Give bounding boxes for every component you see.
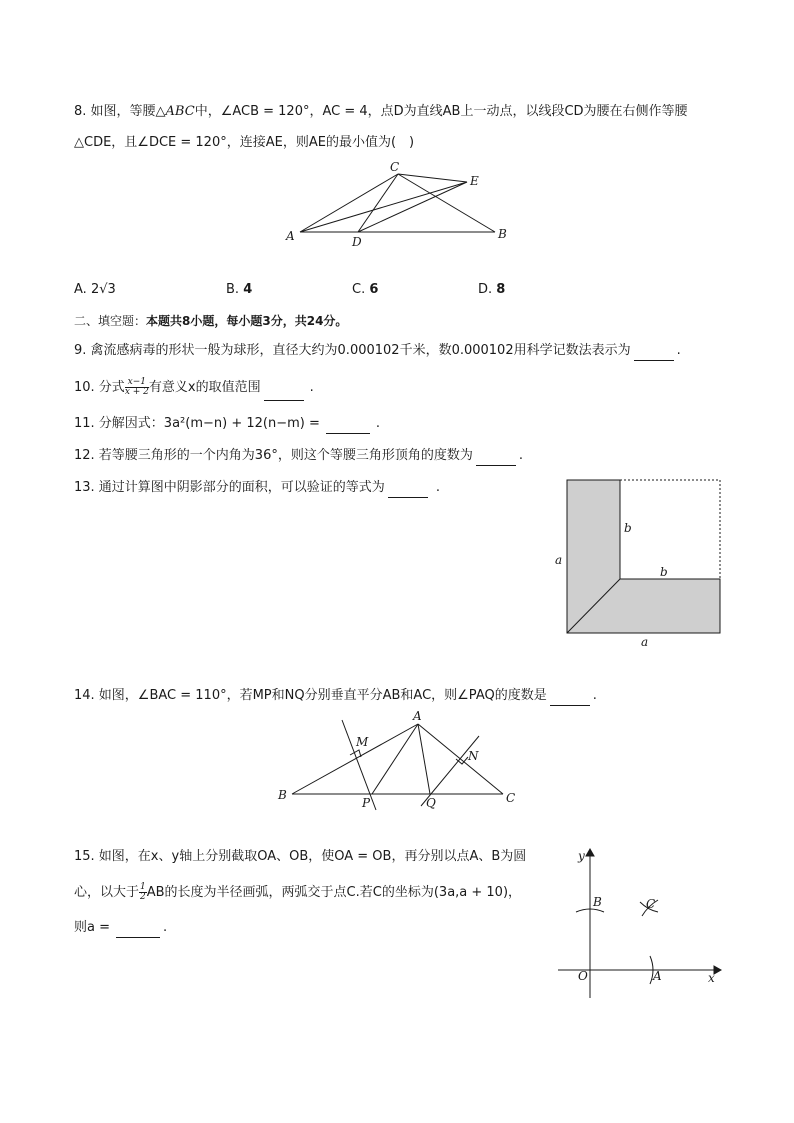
q9-text: 9. 禽流感病毒的形状一般为球形，直径大约为0.000102千米，数0.000102用科学记数法表示为 (74, 343, 631, 358)
q8-line1 (74, 102, 688, 122)
q15-end: . (163, 920, 168, 935)
q8-option-a[interactable] (74, 280, 116, 300)
q14-label-c: C (506, 791, 516, 805)
q13-label-a-left: a (555, 553, 563, 567)
q15-x-axis-arrow (714, 966, 721, 974)
q15-half-denominator: 2 (140, 892, 146, 902)
q8-option-c[interactable] (352, 280, 378, 300)
q15-label-x: x (708, 971, 715, 985)
q10-text: 有意义x的取值范围 (148, 380, 261, 395)
q14-label-p: P (362, 796, 371, 810)
q8-option-b-value: 4 (243, 282, 253, 297)
q10-prefix: 10. 分式 (74, 380, 125, 395)
q15-line1: 15. 如图，在x、y轴上分别截取OA、OB，使OA = OB，再分别以点A、B为圆 (74, 849, 527, 864)
q15-figure (548, 842, 728, 1002)
q13-end: . (435, 480, 440, 495)
q8-segment-de (358, 182, 467, 232)
q13-answer-blank[interactable] (388, 483, 428, 498)
q14-text: 14. 如图，∠BAC = 110°，若MP和NQ分别垂直平分AB和AC，则∠PAQ的度数是 (74, 688, 547, 703)
q10-answer-blank[interactable] (264, 386, 304, 401)
q8-line2: △CDE，且∠DCE = 120°，连接AE，则AE的最小值为( ) (74, 135, 415, 150)
q12 (74, 446, 523, 466)
q13-dashed-outline (620, 480, 720, 579)
q12-answer-blank[interactable] (476, 451, 516, 466)
q8-label-b: B (498, 227, 507, 241)
q14-end: . (592, 688, 597, 703)
q14-segment-aq (418, 724, 430, 794)
q13-label-a-bottom: a (641, 635, 649, 649)
q12-text: 12. 若等腰三角形的一个内角为36°，则这个等腰三角形顶角的度数为 (74, 448, 473, 463)
q15-label-o: O (578, 969, 588, 983)
q14-answer-blank[interactable] (550, 691, 590, 706)
q8-label-a: A (286, 229, 295, 243)
q11-text: 11. 分解因式：3a²(m−n) + 12(n−m) = (74, 416, 320, 431)
q13-label-b-top: b (624, 521, 632, 535)
q10-fraction (125, 378, 149, 397)
section2-description: 本题共8小题，每小题3分，共24分。 (146, 314, 348, 328)
q8-label-c: C (390, 160, 400, 174)
q8-option-c-value: 6 (369, 282, 379, 297)
q10-end: . (309, 380, 314, 395)
q8-option-c-key: C. (352, 282, 370, 297)
q14-label-q: Q (426, 796, 436, 810)
q9-answer-blank[interactable] (634, 346, 674, 361)
q15-label-y: y (578, 849, 585, 863)
q15-line2-rest: AB的长度为半径画弧，两弧交于点C.若C的坐标为(3a,a + 10)， (146, 885, 522, 900)
q14-label-a: A (413, 709, 422, 723)
q15-line2 (74, 880, 521, 906)
q8-option-d[interactable] (478, 280, 505, 300)
q15-half-fraction (139, 883, 147, 902)
q8-segment-ae (300, 182, 467, 232)
q14-segment-ab (292, 724, 418, 794)
q13-label-b-middle: b (660, 565, 668, 579)
q8-label-d: D (352, 235, 362, 249)
q14-label-b: B (278, 788, 287, 802)
q8-label-e: E (470, 174, 479, 188)
q10-fraction-denominator: x + 2 (124, 387, 149, 397)
q15-label-a: A (653, 969, 662, 983)
q8-line1-rest: 中，∠ACB = 120°，AC = 4，点D为直线AB上一动点，以线段CD为腰在右侧作等腰 (194, 104, 688, 119)
q9 (74, 341, 681, 361)
q15-y-axis-arrow (586, 849, 594, 856)
q8-segment-ce (398, 174, 467, 182)
q14-segment-ap (372, 724, 418, 794)
q8-option-d-key: D. (478, 282, 497, 297)
q8-intro: 8. 如图，等腰 (74, 104, 156, 119)
q8-option-d-value: 8 (496, 282, 506, 297)
q15-answer-blank[interactable] (116, 923, 160, 938)
q14-label-m: M (356, 735, 369, 749)
q15-label-c: C (646, 897, 656, 911)
q14-figure (270, 706, 530, 816)
q8-option-b[interactable] (226, 280, 252, 300)
section2-title: 二、填空题： (74, 314, 147, 328)
q15-line3-text: 则a = (74, 920, 110, 935)
q14-bisector-mp (342, 720, 376, 810)
q11-end: . (375, 416, 380, 431)
q11 (74, 414, 380, 434)
q11-answer-blank[interactable] (326, 419, 370, 434)
q8-triangle-abc: △ABC (155, 104, 195, 119)
section2-heading (74, 311, 347, 331)
q13-figure (550, 472, 730, 652)
q13 (74, 478, 440, 498)
q8-option-a-value: 2√3 (90, 282, 116, 297)
q8-figure (280, 158, 520, 250)
q15-label-b: B (593, 895, 602, 909)
q15-line3 (74, 918, 167, 938)
q15-line2-prefix: 心，以大于 (74, 885, 140, 900)
q14 (74, 686, 597, 706)
q9-end: . (676, 343, 681, 358)
q14-label-n: N (468, 749, 479, 763)
q15-half-numerator: 1 (140, 882, 146, 892)
q8-segment-ac (300, 174, 398, 232)
q8-segment-cb (398, 174, 495, 232)
q13-text: 13. 通过计算图中阴影部分的面积，可以验证的等式为 (74, 480, 385, 495)
q12-end: . (518, 448, 523, 463)
q10-fraction-numerator: x−1 (125, 378, 149, 388)
q8-option-a-key: A. (74, 282, 91, 297)
q8-option-b-key: B. (226, 282, 244, 297)
q10 (74, 375, 314, 401)
